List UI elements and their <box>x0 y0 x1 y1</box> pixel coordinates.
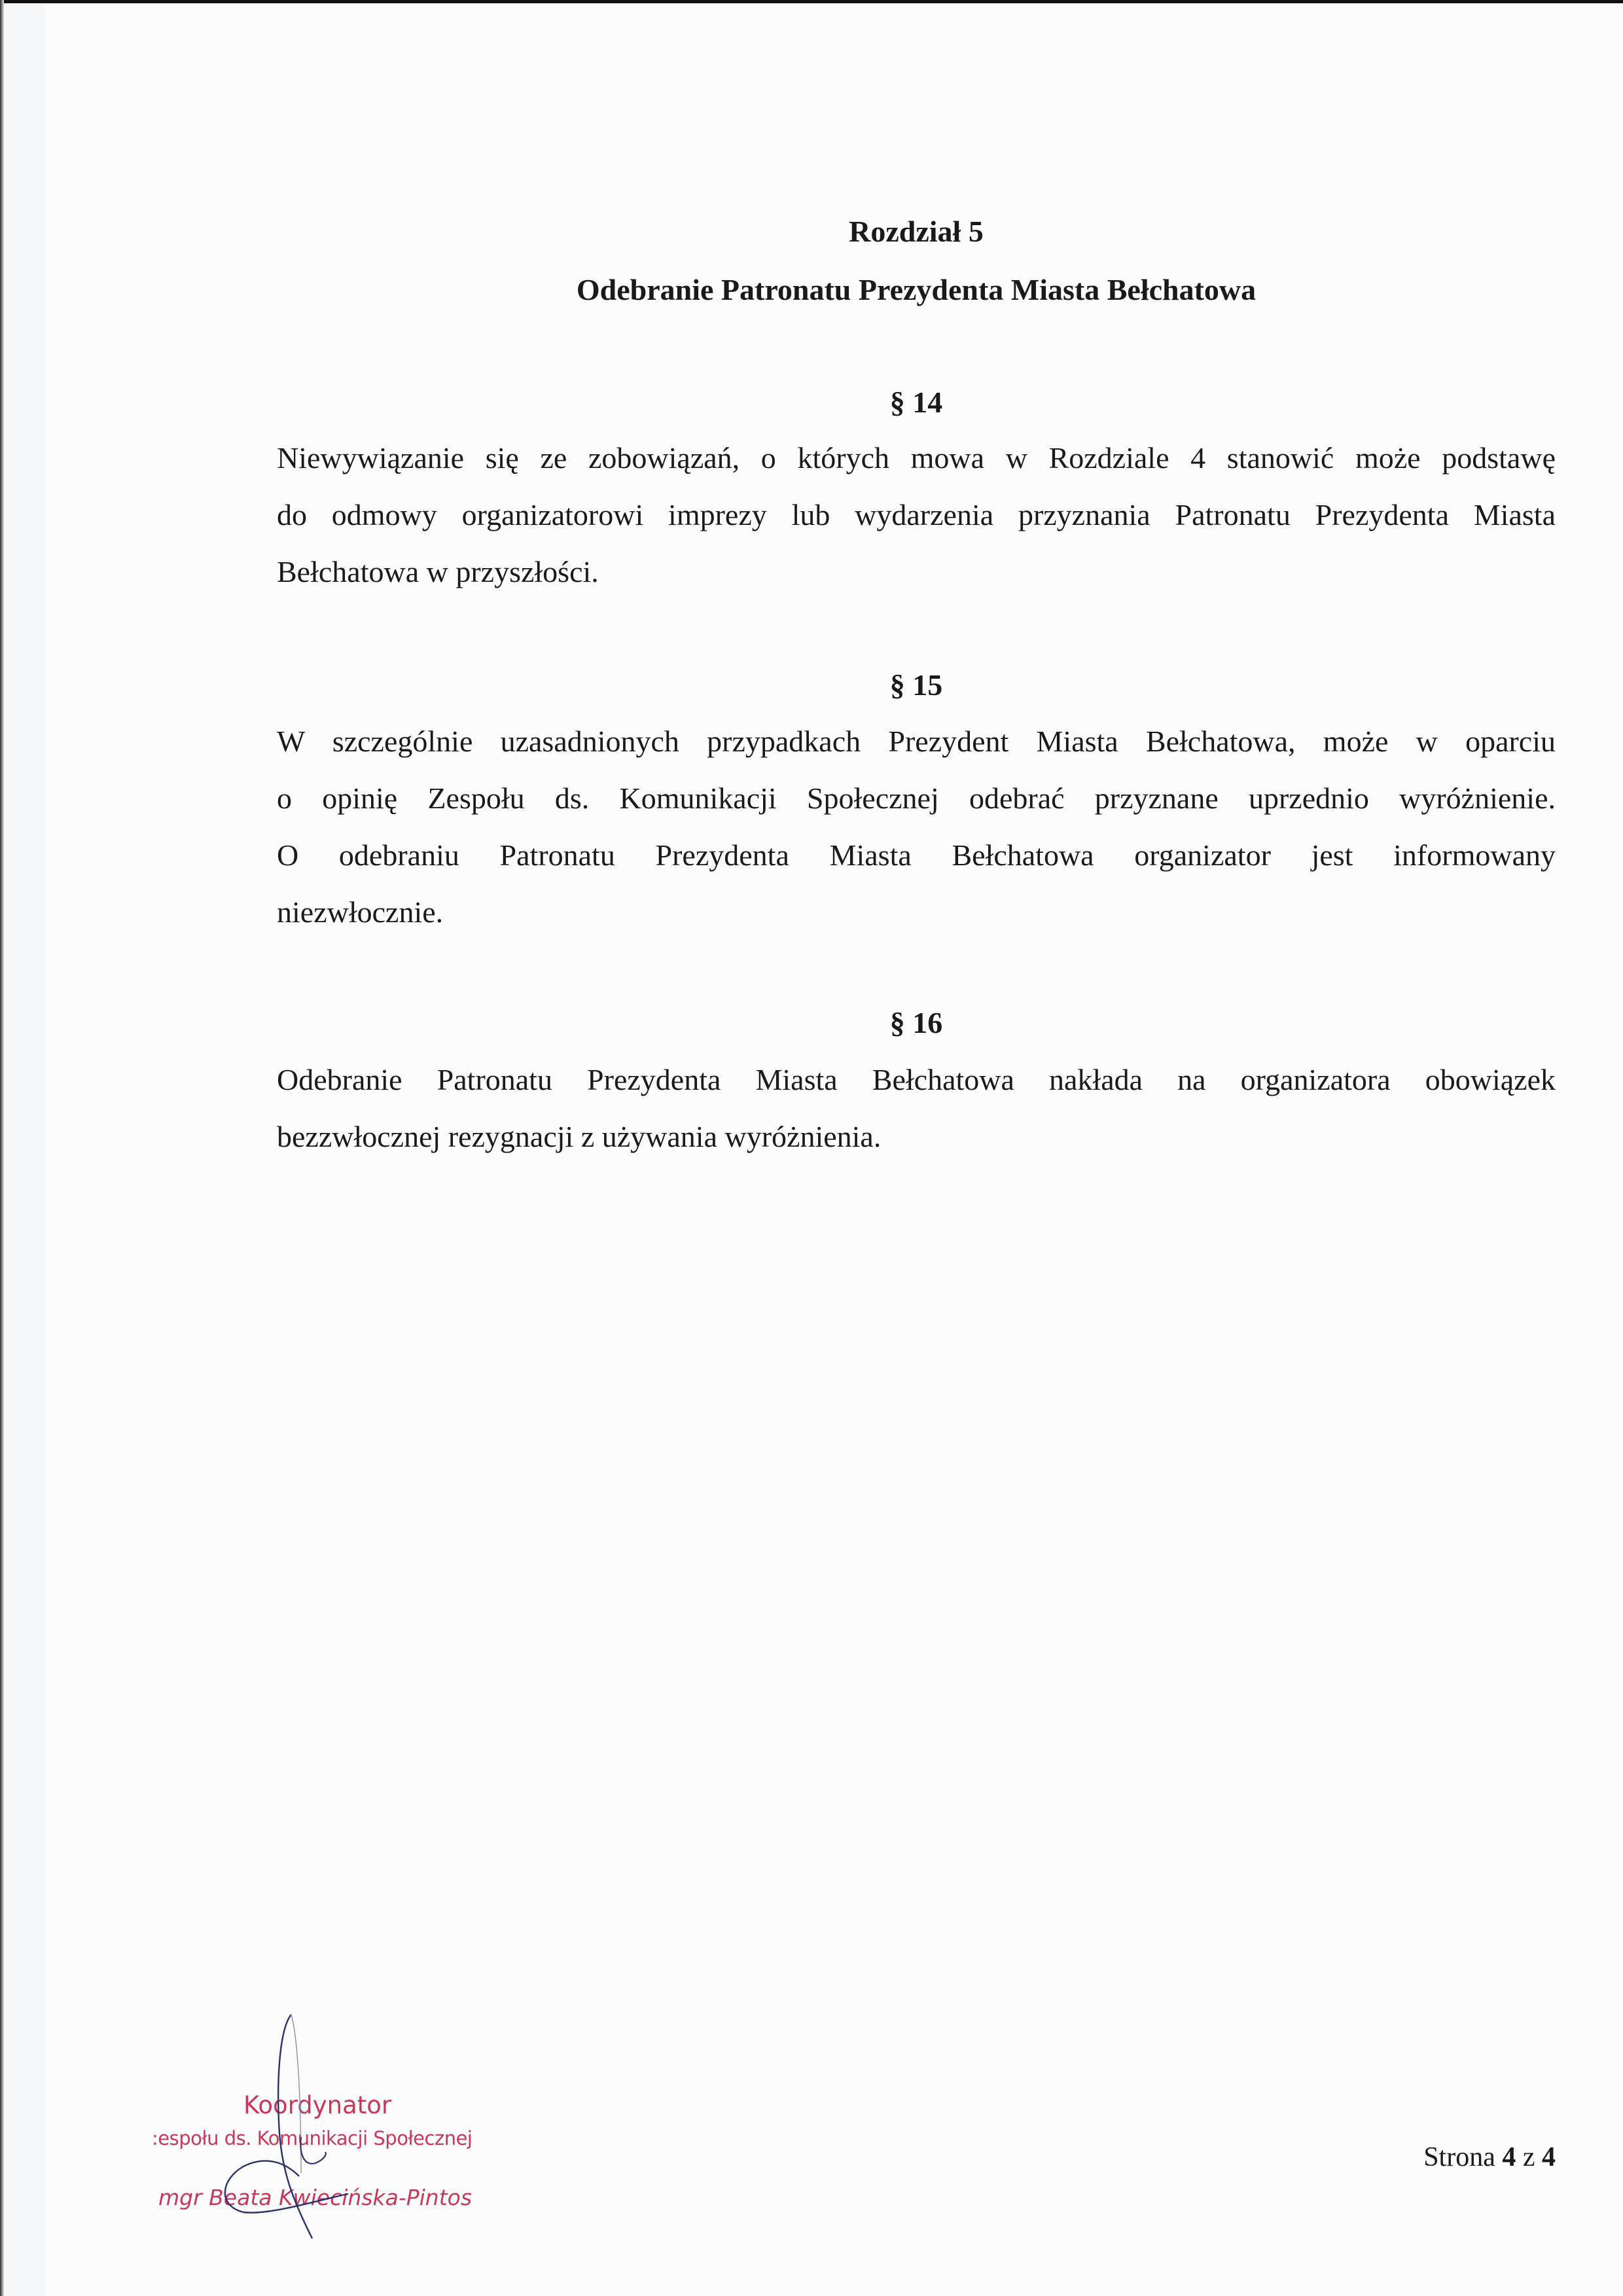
section-14-heading: § 14 <box>889 386 943 419</box>
section-14-paragraph <box>277 439 1556 609</box>
paragraph-line: Odebranie Patronatu Prezydenta Miasta Bełchatowa nakłada na organizatora obowiązek <box>277 1063 1556 1096</box>
page-number <box>1423 2139 1556 2176</box>
page-current: 4 <box>1502 2142 1516 2172</box>
section-16-paragraph <box>277 1060 1556 1174</box>
section-15-paragraph <box>277 722 1556 950</box>
stamp-title: Koordynator <box>243 2091 392 2119</box>
page-prefix: Strona <box>1423 2142 1495 2172</box>
paragraph-line: niezwłocznie. <box>277 895 444 929</box>
section-15-heading: § 15 <box>889 668 943 702</box>
paragraph-line: o opinię Zespołu ds. Komunikacji Społecznej odebrać przyznane uprzednio wyróżnienie. <box>277 781 1556 815</box>
stamp-unit: :espołu ds. Komunikacji Społecznej <box>152 2127 473 2149</box>
page-total: 4 <box>1542 2142 1556 2172</box>
chapter-title: Rozdział 5 <box>849 215 984 248</box>
page-separator: z <box>1522 2142 1535 2172</box>
paragraph-line: bezzwłocznej rezygnacji z używania wyróżnienia. <box>277 1120 882 1153</box>
section-16-heading: § 16 <box>889 1006 943 1039</box>
chapter-subtitle: Odebranie Patronatu Prezydenta Miasta Bełchatowa <box>576 273 1257 306</box>
paragraph-line: Bełchatowa w przyszłości. <box>277 555 599 588</box>
paragraph-line: do odmowy organizatorowi imprezy lub wydarzenia przyznania Patronatu Prezydenta Miasta <box>277 498 1556 531</box>
scan-margin-shade <box>4 3 46 2296</box>
paragraph-line: W szczególnie uzasadnionych przypadkach Prezydent Miasta Bełchatowa, może w oparciu <box>277 725 1556 758</box>
stamp-name: mgr Beata Kwiecińska-Pintos <box>158 2185 473 2210</box>
coordinator-stamp <box>152 2003 558 2251</box>
scan-border-top <box>0 0 1623 3</box>
paragraph-line: Niewywiązanie się ze zobowiązań, o których mowa w Rozdziale 4 stanowić może podstawę <box>277 441 1556 475</box>
paragraph-line: O odebraniu Patronatu Prezydenta Miasta Bełchatowa organizator jest informowany <box>277 838 1556 872</box>
